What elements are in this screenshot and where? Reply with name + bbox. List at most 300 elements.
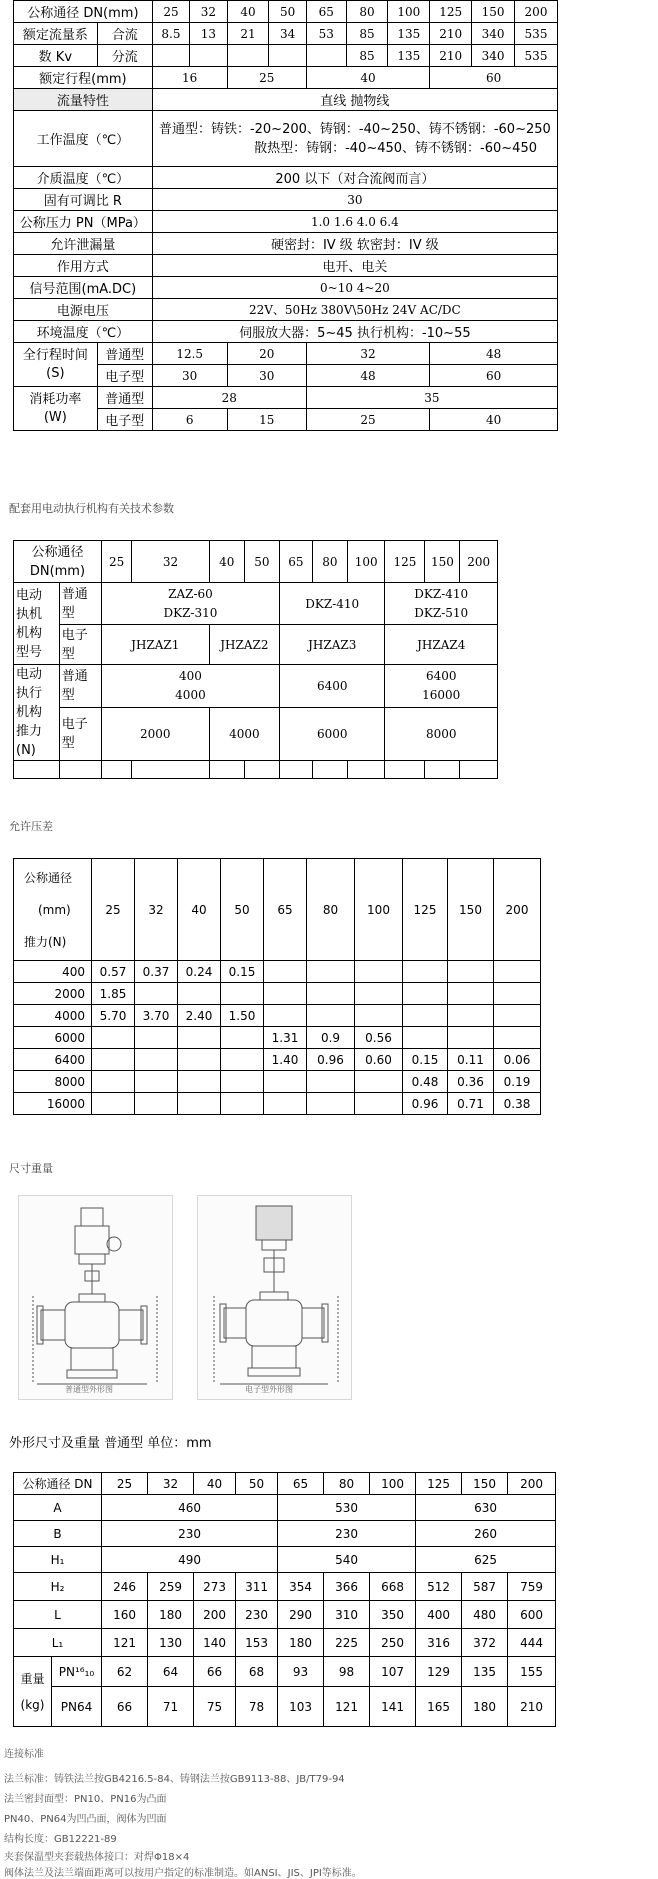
temp-row — [14, 111, 558, 167]
pd-value-cell — [307, 983, 355, 1005]
pd-value-cell: 0.11 — [448, 1049, 494, 1071]
pd-value-cell — [307, 1071, 355, 1093]
dim-cell: 78 — [236, 1687, 278, 1727]
actuator-table — [13, 540, 498, 779]
pressure-row — [14, 211, 558, 233]
dim-cell: 107 — [370, 1657, 416, 1687]
dim-dn-label: 公称通径 DN — [14, 1473, 102, 1495]
thrust-cell: 6400 — [280, 665, 385, 708]
dn-cell: 65 — [280, 541, 313, 583]
kv-combine-label: 合流 — [97, 23, 152, 45]
pd-value-cell — [178, 1071, 221, 1093]
pd-value-cell — [264, 983, 307, 1005]
kv-divide-row — [14, 45, 558, 67]
dim-dn-row — [14, 1473, 556, 1495]
model-label-line: 执机 — [16, 606, 43, 622]
dim-l-row — [14, 1601, 556, 1629]
pd-row — [14, 1049, 541, 1071]
dn-cell: 200 — [508, 1473, 556, 1495]
pd-value-cell — [92, 1071, 135, 1093]
medium-temp-row — [14, 167, 558, 189]
pd-label-line: 公称通径 — [24, 870, 73, 885]
dim-cell: 512 — [416, 1573, 462, 1601]
pd-value-cell — [494, 983, 541, 1005]
label-line: 型 — [61, 605, 75, 621]
pd-label-line: 推力(N) — [24, 934, 67, 949]
pd-value-cell — [92, 1027, 135, 1049]
medium-temp-value: 200 以下（对合流阀而言） — [152, 167, 557, 189]
dn-cell: 50 — [269, 1, 306, 23]
dim-cell: 250 — [370, 1629, 416, 1657]
pd-row — [14, 1005, 541, 1027]
dim-cell: 625 — [416, 1547, 556, 1573]
pd-value-cell — [135, 1027, 178, 1049]
dn-cell: 125 — [385, 541, 425, 583]
kv-cell: 135 — [388, 45, 430, 67]
act-electronic-label — [59, 625, 101, 665]
dim-cell: 230 — [102, 1521, 278, 1547]
model-line: DKZ-310 — [163, 605, 218, 620]
rangeability-value: 30 — [152, 189, 557, 211]
kv-cell: 340 — [472, 45, 515, 67]
dn-cell: 50 — [221, 859, 264, 961]
pd-value-cell: 0.36 — [448, 1071, 494, 1093]
pd-value-cell — [494, 1027, 541, 1049]
pd-value-cell — [264, 1071, 307, 1093]
full-stroke-cell: 48 — [306, 365, 429, 387]
pd-dn-label — [14, 859, 92, 961]
pd-value-cell — [221, 1071, 264, 1093]
model-label-line: 电动 — [16, 587, 43, 603]
dn-cell: 200 — [515, 1, 558, 23]
notes-title: 连接标准 — [4, 1749, 44, 1760]
kv-cell: 34 — [269, 23, 306, 45]
pd-value-cell: 0.96 — [403, 1093, 448, 1115]
full-stroke-normal-row — [14, 343, 558, 365]
pd-value-cell: 0.60 — [355, 1049, 403, 1071]
thrust-label-line: 电动 — [16, 667, 43, 682]
dn-cell: 150 — [472, 1, 515, 23]
pd-value-cell: 0.15 — [403, 1049, 448, 1071]
empty-cell — [14, 761, 60, 779]
empty-cell — [280, 761, 313, 779]
pd-thrust-cell: 4000 — [14, 1005, 92, 1027]
dim-cell: 372 — [462, 1629, 508, 1657]
label-line: 电子 — [61, 627, 88, 643]
dim-cell: 230 — [236, 1601, 278, 1629]
label-line: 型 — [61, 687, 75, 703]
dim-cell: 64 — [148, 1657, 194, 1687]
power-cons-cell: 6 — [152, 409, 227, 431]
dim-l1-row — [14, 1629, 556, 1657]
dim-cell: 350 — [370, 1601, 416, 1629]
pd-value-cell — [355, 1005, 403, 1027]
dim-cell: 759 — [508, 1573, 556, 1601]
pd-value-cell — [264, 1005, 307, 1027]
kv-cell: 535 — [515, 23, 558, 45]
pd-value-cell — [403, 1027, 448, 1049]
power-cons-cell: 35 — [306, 387, 557, 409]
dim-cell: 540 — [278, 1547, 416, 1573]
dim-row-label: H₂ — [14, 1573, 102, 1601]
model-line: DKZ-510 — [414, 605, 469, 620]
pd-body — [14, 961, 541, 1115]
empty-cell — [59, 761, 101, 779]
dim-cell: 141 — [370, 1687, 416, 1727]
electronic-type-drawing — [197, 1195, 352, 1400]
full-stroke-cell: 60 — [430, 365, 558, 387]
dim-cell: 93 — [278, 1657, 324, 1687]
dn-label: 公称通径 DN(mm) — [14, 1, 153, 23]
dim-cell: 103 — [278, 1687, 324, 1727]
pd-value-cell: 0.48 — [403, 1071, 448, 1093]
weight-label-line: (kg) — [20, 1697, 45, 1712]
dim-cell: 259 — [148, 1573, 194, 1601]
pd-row — [14, 1093, 541, 1115]
empty-cell — [385, 761, 425, 779]
thrust-cell: 8000 — [385, 707, 498, 760]
dn-cell: 65 — [278, 1473, 324, 1495]
power-cons-cell: 40 — [430, 409, 558, 431]
pd-value-cell: 1.85 — [92, 983, 135, 1005]
dim-cell: 668 — [370, 1573, 416, 1601]
dn-cell: 40 — [227, 1, 269, 23]
weight-label-line: 重量 — [20, 1671, 45, 1686]
act-normal-label — [59, 665, 101, 708]
empty-cell — [425, 761, 460, 779]
pd-value-cell: 0.38 — [494, 1093, 541, 1115]
dn-cell: 50 — [236, 1473, 278, 1495]
model-line: DKZ-410 — [414, 586, 469, 601]
empty-cell — [152, 45, 189, 67]
kv-label: 额定流量系 — [14, 23, 98, 45]
stroke-cell: 60 — [430, 67, 558, 89]
thrust-line: 16000 — [422, 687, 461, 702]
model-cell: JHZAZ4 — [385, 625, 498, 665]
pd-thrust-cell: 16000 — [14, 1093, 92, 1115]
thrust-cell: 2000 — [101, 707, 209, 760]
pn16-label: PN¹⁶₁₀ — [52, 1657, 102, 1687]
dim-row-label: B — [14, 1521, 102, 1547]
empty-cell — [132, 761, 209, 779]
dim-cell: 260 — [416, 1521, 556, 1547]
model-cell — [101, 583, 279, 625]
pd-row — [14, 961, 541, 983]
thrust-line: 4000 — [175, 687, 206, 702]
pd-value-cell — [135, 1093, 178, 1115]
dn-cell: 40 — [209, 541, 244, 583]
dim-cell: 121 — [102, 1629, 148, 1657]
empty-cell — [269, 45, 306, 67]
kv-cell: 135 — [388, 23, 430, 45]
dim-h1-row — [14, 1547, 556, 1573]
pd-thrust-cell: 6000 — [14, 1027, 92, 1049]
pd-value-cell — [448, 1005, 494, 1027]
dim-row-label: L₁ — [14, 1629, 102, 1657]
dim-row-label: H₁ — [14, 1547, 102, 1573]
power-cons-cell: 15 — [227, 409, 306, 431]
dim-cell: 460 — [102, 1495, 278, 1521]
thrust-cell: 4000 — [209, 707, 279, 760]
pd-value-cell — [178, 1093, 221, 1115]
dim-cell: 400 — [416, 1601, 462, 1629]
note-line: 结构长度：GB12221-89 — [4, 1834, 117, 1845]
dim-cell: 480 — [462, 1601, 508, 1629]
dn-cell: 80 — [307, 859, 355, 961]
dn-cell: 200 — [494, 859, 541, 961]
leakage-row — [14, 233, 558, 255]
kv-label-2: 数 Kv — [14, 45, 98, 67]
note-line: 夹套保温型夹套载热体接口：对焊Φ18×4 — [4, 1852, 190, 1863]
dn-cell: 125 — [416, 1473, 462, 1495]
kv-cell: 13 — [190, 23, 227, 45]
dim-cell: 210 — [508, 1687, 556, 1727]
dim-cell: 230 — [278, 1521, 416, 1547]
env-label: 环境温度（℃） — [14, 321, 153, 343]
dn-cell: 32 — [132, 541, 209, 583]
signal-row — [14, 277, 558, 299]
dim-cell: 316 — [416, 1629, 462, 1657]
power-label: 电源电压 — [14, 299, 153, 321]
dim-cell: 180 — [462, 1687, 508, 1727]
pd-value-cell: 0.71 — [448, 1093, 494, 1115]
pd-value-cell — [135, 983, 178, 1005]
thrust-line: 400 — [179, 668, 202, 683]
pd-value-cell — [355, 1093, 403, 1115]
act-normal-label — [59, 583, 101, 625]
signal-value: 0~10 4~20 — [152, 277, 557, 299]
thrust-line: 6400 — [425, 668, 457, 683]
pd-value-cell — [355, 983, 403, 1005]
pd-value-cell — [221, 983, 264, 1005]
act-thrust-normal-row — [14, 665, 498, 708]
pd-value-cell — [448, 961, 494, 983]
empty-cell — [244, 761, 279, 779]
action-label: 作用方式 — [14, 255, 153, 277]
pd-thrust-cell: 400 — [14, 961, 92, 983]
model-cell: DKZ-410 — [280, 583, 385, 625]
power-cons-cell: 25 — [306, 409, 429, 431]
pressure-caption: 允许压差 — [9, 820, 53, 833]
pd-value-cell: 0.06 — [494, 1049, 541, 1071]
pd-thrust-cell: 6400 — [14, 1049, 92, 1071]
electronic-drawing-svg — [198, 1196, 353, 1401]
pd-value-cell: 1.50 — [221, 1005, 264, 1027]
full-stroke-cell: 32 — [306, 343, 429, 365]
dn-cell: 40 — [194, 1473, 236, 1495]
dim-h2-row — [14, 1573, 556, 1601]
empty-cell — [312, 761, 347, 779]
dn-cell: 150 — [448, 859, 494, 961]
kv-cell: 210 — [430, 45, 472, 67]
thrust-cell — [101, 665, 279, 708]
temp-value — [152, 111, 557, 167]
pd-value-cell — [494, 1005, 541, 1027]
kv-divide-label: 分流 — [97, 45, 152, 67]
dim-cell: 310 — [324, 1601, 370, 1629]
dn-cell: 65 — [306, 1, 346, 23]
thrust-label-line: 推力 — [16, 724, 43, 739]
dn-cell: 25 — [101, 541, 131, 583]
dim-cell: 225 — [324, 1629, 370, 1657]
full-stroke-cell: 48 — [430, 343, 558, 365]
pd-value-cell — [355, 961, 403, 983]
dn-cell: 25 — [102, 1473, 148, 1495]
full-stroke-cell: 20 — [227, 343, 306, 365]
flow-char-row — [14, 89, 558, 111]
dim-cell: 630 — [416, 1495, 556, 1521]
pd-value-cell — [494, 961, 541, 983]
pd-value-cell — [221, 1093, 264, 1115]
dim-cell: 155 — [508, 1657, 556, 1687]
dim-cell: 530 — [278, 1495, 416, 1521]
dim-cell: 180 — [148, 1601, 194, 1629]
dim-cell: 66 — [102, 1687, 148, 1727]
pd-value-cell — [307, 961, 355, 983]
dim-cell: 444 — [508, 1629, 556, 1657]
dn-cell: 32 — [190, 1, 227, 23]
act-model-electronic-row — [14, 625, 498, 665]
dim-cell: 165 — [416, 1687, 462, 1727]
empty-cell — [190, 45, 227, 67]
kv-cell: 21 — [227, 23, 269, 45]
flow-char-value: 直线 抛物线 — [152, 89, 557, 111]
dim-cell: 62 — [102, 1657, 148, 1687]
pd-value-cell — [92, 1049, 135, 1071]
empty-cell — [209, 761, 244, 779]
pd-value-cell: 0.19 — [494, 1071, 541, 1093]
kv-combine-row — [14, 23, 558, 45]
action-value: 电开、电关 — [152, 255, 557, 277]
pd-value-cell: 0.37 — [135, 961, 178, 983]
pd-value-cell — [135, 1049, 178, 1071]
dn-cell: 25 — [92, 859, 135, 961]
full-stroke-label-1: 全行程时间 — [22, 347, 88, 363]
dn-cell: 125 — [403, 859, 448, 961]
pd-value-cell: 1.40 — [264, 1049, 307, 1071]
pressure-value: 1.0 1.6 4.0 6.4 — [152, 211, 557, 233]
dim-a-row — [14, 1495, 556, 1521]
model-label-line: 型号 — [16, 644, 43, 660]
dn-cell: 150 — [425, 541, 460, 583]
model-label-line: 机构 — [16, 625, 43, 641]
dn-cell: 125 — [430, 1, 472, 23]
dim-table — [13, 1472, 556, 1727]
act-thrust-label — [14, 665, 60, 761]
dim-cell: 129 — [416, 1657, 462, 1687]
pd-value-cell: 0.24 — [178, 961, 221, 983]
env-row — [14, 321, 558, 343]
env-value: 伺服放大器：5~45 执行机构：-10~55 — [152, 321, 557, 343]
pd-value-cell — [264, 961, 307, 983]
stroke-label: 额定行程(mm) — [14, 67, 153, 89]
dim-b-row — [14, 1521, 556, 1547]
dim-cell: 600 — [508, 1601, 556, 1629]
pd-value-cell — [403, 961, 448, 983]
action-row — [14, 255, 558, 277]
act-dn-row — [14, 541, 498, 583]
thrust-label-line: 执行 — [16, 686, 43, 701]
dim-cell: 290 — [278, 1601, 324, 1629]
act-dn-label-2: DN(mm) — [29, 563, 86, 579]
dn-cell: 150 — [462, 1473, 508, 1495]
electronic-label: 电子型 — [97, 409, 152, 431]
pd-value-cell — [307, 1005, 355, 1027]
dim-cell: 246 — [102, 1573, 148, 1601]
dn-cell: 32 — [135, 859, 178, 961]
model-cell: JHZAZ3 — [280, 625, 385, 665]
pd-value-cell: 0.15 — [221, 961, 264, 983]
act-thrust-electronic-row — [14, 707, 498, 760]
dim-cell: 587 — [462, 1573, 508, 1601]
note-line: 法兰密封面型：PN10、PN16为凸面 — [4, 1794, 167, 1805]
dim-row-label: L — [14, 1601, 102, 1629]
pd-value-cell: 0.57 — [92, 961, 135, 983]
power-cons-label-1: 消耗功率 — [29, 391, 82, 407]
pd-value-cell — [403, 983, 448, 1005]
size-caption: 尺寸重量 — [9, 1162, 53, 1175]
dn-cell: 65 — [264, 859, 307, 961]
label-line: 普通 — [61, 586, 88, 602]
dn-cell: 25 — [152, 1, 189, 23]
pd-row — [14, 1071, 541, 1093]
dim-pn16-row — [14, 1657, 556, 1687]
power-value: 22V、50Hz 380V\50Hz 24V AC/DC — [152, 299, 557, 321]
dn-cell: 100 — [355, 859, 403, 961]
dim-cell: 354 — [278, 1573, 324, 1601]
pd-value-cell — [221, 1049, 264, 1071]
spec-table — [13, 0, 558, 431]
kv-cell: 535 — [515, 45, 558, 67]
pd-value-cell — [403, 1005, 448, 1027]
thrust-label-line: 机构 — [16, 705, 43, 720]
pd-value-cell — [135, 1071, 178, 1093]
label-line: 电子 — [61, 716, 88, 732]
stroke-cell: 16 — [152, 67, 227, 89]
pressure-label: 公称压力 PN（MPa） — [14, 211, 153, 233]
act-model-label — [14, 583, 60, 665]
normal-label: 普通型 — [97, 387, 152, 409]
pd-value-cell — [178, 983, 221, 1005]
pressure-table — [13, 858, 541, 1115]
medium-temp-label: 介质温度（℃） — [14, 167, 153, 189]
dim-cell: 71 — [148, 1687, 194, 1727]
thrust-label-line: (N) — [16, 743, 36, 758]
temp-line-1: 普通型：铸铁：-20~200、铸钢：-40~250、铸不锈钢：-60~250 — [158, 121, 551, 137]
label-line: 型 — [61, 735, 75, 751]
model-line: ZAZ-60 — [168, 586, 213, 601]
normal-type-drawing — [18, 1195, 173, 1400]
empty-cell — [306, 45, 346, 67]
pd-label-line: (mm) — [38, 902, 71, 917]
dim-cell: 200 — [194, 1601, 236, 1629]
dim-pn64-row — [14, 1687, 556, 1727]
act-model-normal-row — [14, 583, 498, 625]
kv-cell: 85 — [346, 23, 388, 45]
dn-cell: 100 — [370, 1473, 416, 1495]
stroke-cell: 25 — [227, 67, 306, 89]
pn64-label: PN64 — [52, 1687, 102, 1727]
pd-row — [14, 983, 541, 1005]
power-row — [14, 299, 558, 321]
model-cell — [385, 583, 498, 625]
power-cons-label-2: (W) — [43, 409, 67, 425]
dn-cell: 32 — [148, 1473, 194, 1495]
pd-thrust-cell: 2000 — [14, 983, 92, 1005]
dim-cell: 160 — [102, 1601, 148, 1629]
pd-value-cell — [221, 1027, 264, 1049]
empty-cell — [227, 45, 269, 67]
